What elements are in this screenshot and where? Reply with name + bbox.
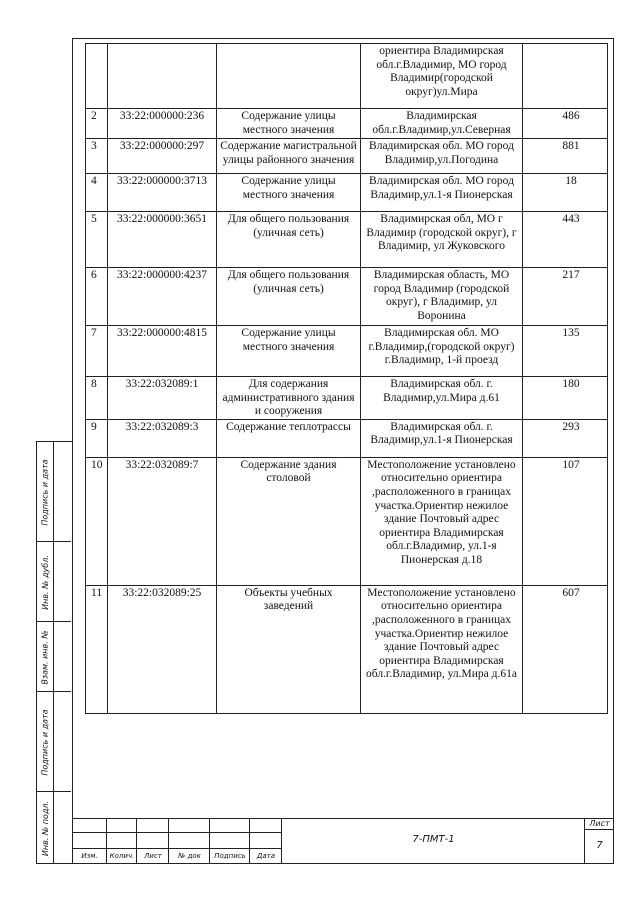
title-block (72, 818, 614, 864)
side-label-inv-dupl: Инв. № дубл. (41, 554, 51, 610)
label-list: Лист (144, 852, 162, 860)
side-stamp (36, 441, 72, 864)
cell-address: Владимирская обл, МО г Владимир (городской округ), г Владимир, ул Жуковского (361, 212, 523, 268)
cell-cadastral-number: 33:22:000000:3651 (108, 212, 217, 268)
cell-cadastral-number: 33:22:032089:1 (108, 377, 217, 420)
cell-area: 135 (523, 326, 608, 377)
table-row (86, 268, 608, 326)
cell-address: Местоположение установлено относительно ориентира ,расположенного в границах участка.Ориентир нежилое здание Почтовый адрес ориентира Владимирская обл.г.Владимир, ул.Мира д.61а (361, 585, 523, 713)
cell-purpose: Содержание улицы местного значения (217, 174, 361, 212)
cell-number: 7 (86, 326, 108, 377)
cell-number: 11 (86, 585, 108, 713)
cell-address: Владимирская обл. г. Владимир,ул.Мира д.61 (361, 377, 523, 420)
table-row (86, 377, 608, 420)
cell-number: 6 (86, 268, 108, 326)
cell-purpose: Содержание магистральной улицы районного значения (217, 139, 361, 174)
cell-number: 4 (86, 174, 108, 212)
document-code: 7-ПМТ-1 (412, 834, 455, 845)
cell-address: Владимирская обл.г.Владимир,ул.Северная (361, 109, 523, 139)
cell-number: 3 (86, 139, 108, 174)
cell-purpose: Для содержания административного здания и сооружения (217, 377, 361, 420)
table-row (86, 585, 608, 713)
cell-address: Владимирская обл. МО г.Владимир,(городской округ) г.Владимир, 1-й проезд (361, 326, 523, 377)
cell-number: 10 (86, 457, 108, 585)
side-label-inv-orig: Инв. № подл. (41, 800, 51, 856)
cell-area: 607 (523, 585, 608, 713)
cell-area (523, 44, 608, 109)
cell-cadastral-number: 33:22:032089:3 (108, 419, 217, 457)
cell-area: 443 (523, 212, 608, 268)
cell-purpose: Объекты учебных заведений (217, 585, 361, 713)
label-izm: Изм. (81, 852, 98, 860)
cell-cadastral-number: 33:22:000000:297 (108, 139, 217, 174)
table-row (86, 139, 608, 174)
cell-cadastral-number: 33:22:000000:3713 (108, 174, 217, 212)
table-row (86, 457, 608, 585)
cell-area: 180 (523, 377, 608, 420)
cell-number: 9 (86, 419, 108, 457)
cell-purpose: Содержание улицы местного значения (217, 326, 361, 377)
cell-cadastral-number (108, 44, 217, 109)
cell-number: 8 (86, 377, 108, 420)
label-kolich: Колич. (109, 852, 135, 860)
cell-area: 18 (523, 174, 608, 212)
side-label-signature-date: Подпись и дата (41, 458, 51, 526)
table-row (86, 419, 608, 457)
sheet-number: 7 (596, 840, 603, 851)
cell-purpose: Для общего пользования (уличная сеть) (217, 212, 361, 268)
cell-purpose: Для общего пользования (уличная сеть) (217, 268, 361, 326)
cell-purpose: Содержание теплотрассы (217, 419, 361, 457)
land-plots-table (85, 43, 608, 714)
table-row (86, 174, 608, 212)
sheet-label: Лист (589, 819, 610, 828)
cell-purpose: Содержание улицы местного значения (217, 109, 361, 139)
cell-purpose (217, 44, 361, 109)
cell-purpose: Содержание здания столовой (217, 457, 361, 585)
label-data: Дата (256, 852, 276, 860)
table-row (86, 326, 608, 377)
side-label-vzam-inv: Взам. инв. № (41, 629, 51, 685)
cell-cadastral-number: 33:22:032089:7 (108, 457, 217, 585)
label-podpis: Подпись (214, 852, 246, 860)
cell-cadastral-number: 33:22:000000:4815 (108, 326, 217, 377)
cell-cadastral-number: 33:22:000000:236 (108, 109, 217, 139)
cell-address: Владимирская обл. МО город Владимир,ул.1-я Пионерская (361, 174, 523, 212)
cell-area: 293 (523, 419, 608, 457)
cell-address: Владимирская область, МО город Владимир (городской округ), г Владимир, ул Воронина (361, 268, 523, 326)
cell-number (86, 44, 108, 109)
cell-area: 217 (523, 268, 608, 326)
table-row (86, 212, 608, 268)
cell-address: Владимирская обл. г. Владимир,ул.1-я Пионерская (361, 419, 523, 457)
cell-address: ориентира Владимирская обл.г.Владимир, МО город Владимир(городской округ)ул.Мира (361, 44, 523, 109)
table-row (86, 44, 608, 109)
title-block-line (585, 829, 614, 830)
cell-cadastral-number: 33:22:032089:25 (108, 585, 217, 713)
cell-cadastral-number: 33:22:000000:4237 (108, 268, 217, 326)
cell-area: 881 (523, 139, 608, 174)
cell-area: 107 (523, 457, 608, 585)
label-ndok: № док (178, 852, 201, 860)
cell-number: 2 (86, 109, 108, 139)
table-row (86, 109, 608, 139)
cell-address: Местоположение установлено относительно ориентира ,расположенного в границах участка.Ориентир нежилое здание Почтовый адрес ориентира Владимирская обл.г.Владимир, ул.1-я Пионерская д.18 (361, 457, 523, 585)
side-label-signature-date-2: Подпись и дата (41, 708, 51, 776)
cell-number: 5 (86, 212, 108, 268)
cell-address: Владимирская обл. МО город Владимир,ул.Погодина (361, 139, 523, 174)
cell-area: 486 (523, 109, 608, 139)
